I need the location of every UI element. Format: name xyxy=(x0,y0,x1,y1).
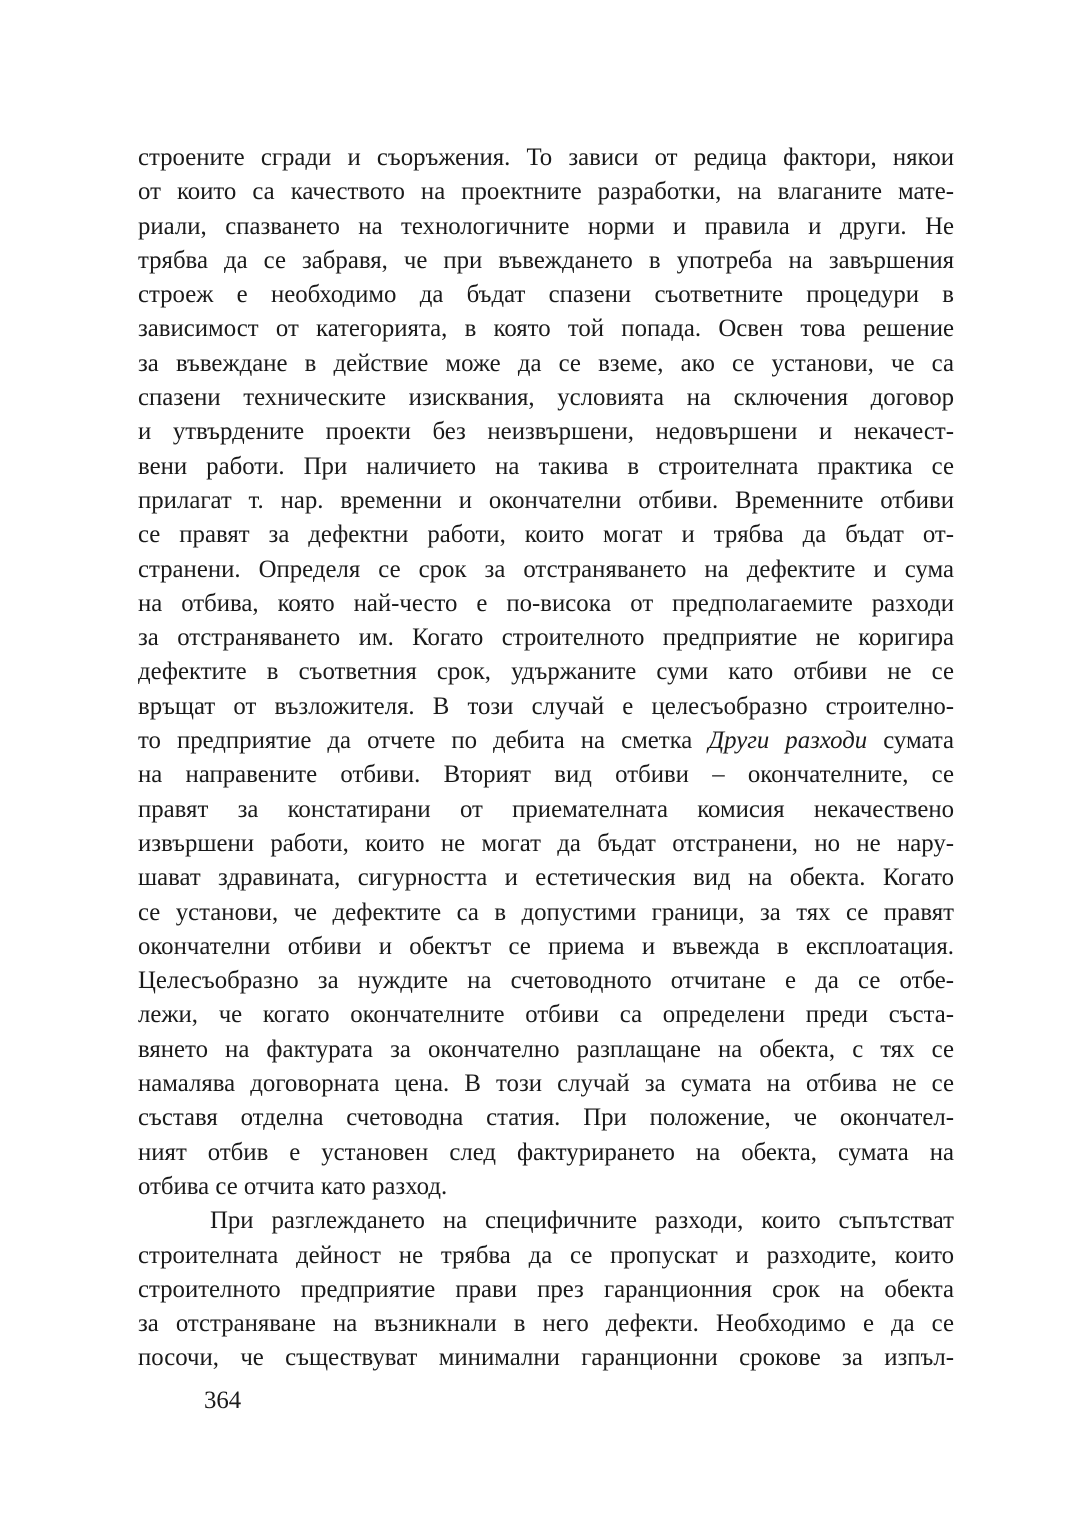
text-line: спазени техническите изисквания, условията на сключения договор xyxy=(138,384,954,412)
text-segment: сумата xyxy=(867,727,955,755)
text-line: строеж е необходимо да бъдат спазени съответните процедури в xyxy=(138,281,954,309)
text-line: отбива се отчита като разход. xyxy=(138,1172,448,1200)
text-line: за отстраняването им. Когато строителното предприятие не коригира xyxy=(138,624,954,652)
paragraph-1 xyxy=(138,141,954,1204)
page-body xyxy=(138,141,954,1376)
text-line: от които са качеството на проектните разработки, на влаганите мате- xyxy=(138,178,954,206)
text-line: на направените отбиви. Вторият вид отбиви – окончателните, се xyxy=(138,761,954,789)
text-line: вени работи. При наличието на такива в строителната практика се xyxy=(138,452,954,480)
text-line: дефектите в съответния срок, удържаните суми като отбиви не се xyxy=(138,658,954,686)
text-line: Целесъобразно за нуждите на счетоводното отчитане е да се отбе- xyxy=(138,967,954,995)
text-line: строителното предприятие прави през гаранционния срок на обекта xyxy=(138,1275,954,1303)
text-line: и утвърдените проекти без неизвършени, недовършени и некачест- xyxy=(138,418,954,446)
text-line: прилагат т. нар. временни и окончателни отбиви. Временните отбиви xyxy=(138,486,954,514)
page-number: 364 xyxy=(204,1387,242,1414)
text-line-with-italic xyxy=(138,724,954,758)
text-line: окончателни отбиви и обектът се приема и въвежда в експлоатация. xyxy=(138,932,954,960)
text-line: трябва да се забравя, че при въвеждането в употреба на завършения xyxy=(138,246,954,274)
text-line: строителната дейност не трябва да се пропускат и разходите, които xyxy=(138,1241,954,1269)
text-line: връщат от възложителя. В този случай е целесъобразно строително- xyxy=(138,692,954,720)
text-line: ният отбив е установен след фактурирането на обекта, сумата на xyxy=(138,1138,954,1166)
text-line: риали, спазването на технологичните норми и правила и други. Не xyxy=(138,212,954,240)
text-line: правят за констатирани от приемателната комисия некачествено xyxy=(138,795,954,823)
text-line: При разглеждането на специфичните разходи, които съпътстват xyxy=(210,1207,954,1235)
text-line: за въвеждане в действие може да се вземе, ако се установи, че са xyxy=(138,349,954,377)
text-line: намалява договорната цена. В този случай за сумата на отбива не се xyxy=(138,1070,954,1098)
text-line: шават здравината, сигурността и естетическия вид на обекта. Когато xyxy=(138,864,954,892)
text-line: за отстраняване на възникнали в него дефекти. Необходимо е да се xyxy=(138,1310,954,1338)
paragraph-2 xyxy=(138,1204,954,1375)
text-line: вянето на фактурата за окончателно разплащане на обекта, с тях се xyxy=(138,1035,954,1063)
italic-account-name: Други разходи xyxy=(708,727,868,755)
text-line: извършени работи, които не могат да бъдат отстранени, но не нару- xyxy=(138,829,954,857)
text-segment: то предприятие да отчете по дебита на сметка xyxy=(138,727,709,755)
text-line: съставя отделна счетоводна статия. При положение, че окончател- xyxy=(138,1104,954,1132)
text-line: лежи, че когато окончателните отбиви са определени преди съста- xyxy=(138,1001,954,1029)
text-line: странени. Определя се срок за отстраняването на дефектите и сума xyxy=(138,555,954,583)
text-line: зависимост от категорията, в която той попада. Освен това решение xyxy=(138,315,954,343)
text-line: посочи, че съществуват минимални гаранционни срокове за изпъл- xyxy=(138,1344,954,1372)
text-line: се правят за дефектни работи, които могат и трябва да бъдат от- xyxy=(138,521,954,549)
text-line: се установи, че дефектите са в допустими граници, за тях се правят xyxy=(138,898,954,926)
text-line: на отбива, която най-често е по-висока от предполагаемите разходи xyxy=(138,589,954,617)
text-line: строените сгради и съоръжения. То зависи от редица фактори, някои xyxy=(138,144,954,171)
